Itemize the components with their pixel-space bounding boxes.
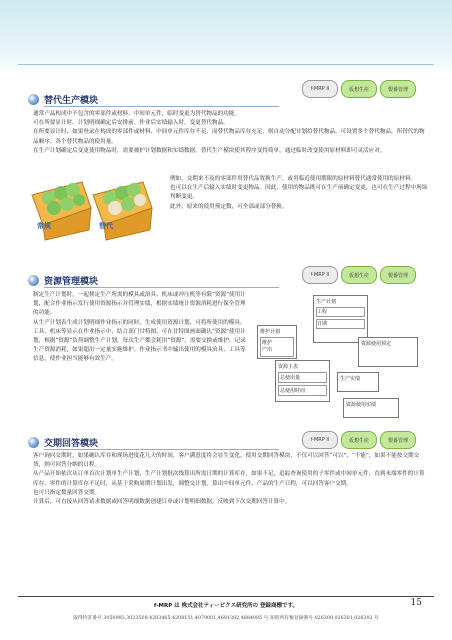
resource-diagram bbox=[255, 290, 420, 422]
section-title-substitute: 替代生产模块 bbox=[28, 93, 98, 106]
footer-trademark: f-MRP は 株式会社ティーピクス研究所の 登録商標です。 bbox=[153, 603, 299, 609]
resource-master-box: 资源主表 总使用量 总使用时间 bbox=[275, 360, 330, 402]
tag-lot: 製番管理 bbox=[380, 266, 416, 284]
footer bbox=[0, 596, 452, 640]
tag-fmrp: f-MRP II bbox=[302, 80, 338, 98]
bullet-icon bbox=[28, 437, 39, 448]
section-underline bbox=[44, 449, 279, 450]
section-body: 客户询问交期时，如果确认库存和现场进度花几天的时间，客户满意度将会显生变化。使用交期回答模块，不仅可以回答“可以”、“不能”，如果不能按交期交货，则可回答分纳的日程。 从产品开始依次从订单首次计划单生产计划、生产计划批次线算出所需日期的计算库存，如果不足，追踪查询使用的子零件或中间单元件，直到末端零件的计算库存。零件的计算库存不足时，从基于采购周期计划出发，调整交计划，算出中间单元件、产品的生产日程，可以回答客户交期。 也可只指定数量回答交期。 计算后，可直接从回答请求数据或回答明细数据创建订单或计划明细数据，反映到下次交期回答计算中。 bbox=[33, 453, 425, 506]
section-title-delivery: 交期回答模块 bbox=[28, 436, 98, 449]
section-underline bbox=[44, 287, 279, 288]
tag-lot: 製番管理 bbox=[380, 80, 416, 98]
section-underline bbox=[44, 106, 279, 107]
production-plan-box: 生产计划 工程 日期 bbox=[313, 295, 368, 343]
resource-plan-box: 资源使用预定 bbox=[358, 337, 418, 367]
tag-virtual: 仮想生産 bbox=[341, 431, 377, 449]
substitute-illustration bbox=[27, 170, 157, 242]
tag-virtual: 仮想生産 bbox=[341, 80, 377, 98]
bullet-icon bbox=[28, 94, 39, 105]
label-substitute: 替代 bbox=[99, 222, 113, 230]
footer-patents: 取得特許番号 3050993,3023509,4203465,4208151,4079001,4691382,4884085 号 知的所有権登録番号 026300,026301,026302 号 bbox=[73, 616, 379, 621]
work-plan-box: 维护计划 维护 产出 bbox=[257, 325, 297, 359]
section-body: 通常产品构成中不包含的零部件或材料、中间单元件，临时变更为替代物品的功能。 可在所要显计时、计划明细确定后安排前、作业后实绩输入时，变更替代物品。 在所要显计时，如果登录在构成的零部件或材料、中间单元件库存不足，而替代物品库存充足，则自动分配计划给替代物品，可设置多个替代物品，所替代的物品顺序、各个替代物品的使用量。 在生产计划确定后变更使用物品时，需要被护计划数据和实绩数据。替代生产模块使其程序变得简单，通过临时改变使用原材料即可灵活应对。 bbox=[33, 111, 425, 154]
tag-group bbox=[302, 80, 416, 98]
tag-fmrp: f-MRP II bbox=[302, 266, 338, 284]
label-normal: 常规 bbox=[37, 222, 51, 230]
tag-group bbox=[302, 266, 416, 284]
tag-group bbox=[302, 431, 416, 449]
tag-fmrp: f-MRP II bbox=[302, 431, 338, 449]
actual-box: 生产实绩 bbox=[337, 372, 379, 392]
header-divider bbox=[18, 64, 434, 65]
bullet-icon bbox=[28, 275, 39, 286]
section-body: 制定生产计划时，一起排定生产所需的模具或治具、机床或冲压机等有限“资源”使用计划，配合作业指示发行使用资源指示并管理实绩，根据实绩统计资源消耗进行保全管理的功能。 从生产计划表生成计划明细作业指示的同时，生成使用资源计划，可将所使用的模具、工具、机床等显示在作业指示中，结合部门甘特图，可在甘特图画面确认“资源”使用计划，根据“资源”负荷调整生产计划，每次生产都会耗用“资源”，需要交换或维护。记录生产资源消耗，如果超出一定量实施维护。作业指示书中输出使用的模具治具、工具等信息，使作业担当能够有效生产。 bbox=[33, 292, 246, 363]
section-title-resource: 资源管理模块 bbox=[28, 274, 98, 287]
section-side-text: 例如，交期来不及的零部件用替代品置换生产，或用临近使用期限的原材料替代通常使用的原材料。 也可以在生产后输入实绩时变更物品。因此，使用的物品既可在生产前确定变更，也可在生产过程中现场判断变更。 此外，原来的使用预定数，可全部或部分替换。 bbox=[170, 176, 428, 210]
header-band bbox=[0, 0, 452, 74]
page-number: 15 bbox=[410, 598, 422, 608]
resource-actual-box: 资源使用实绩 bbox=[343, 398, 399, 418]
tag-virtual: 仮想生産 bbox=[341, 266, 377, 284]
tag-lot: 製番管理 bbox=[380, 431, 416, 449]
footer-divider bbox=[18, 596, 434, 597]
